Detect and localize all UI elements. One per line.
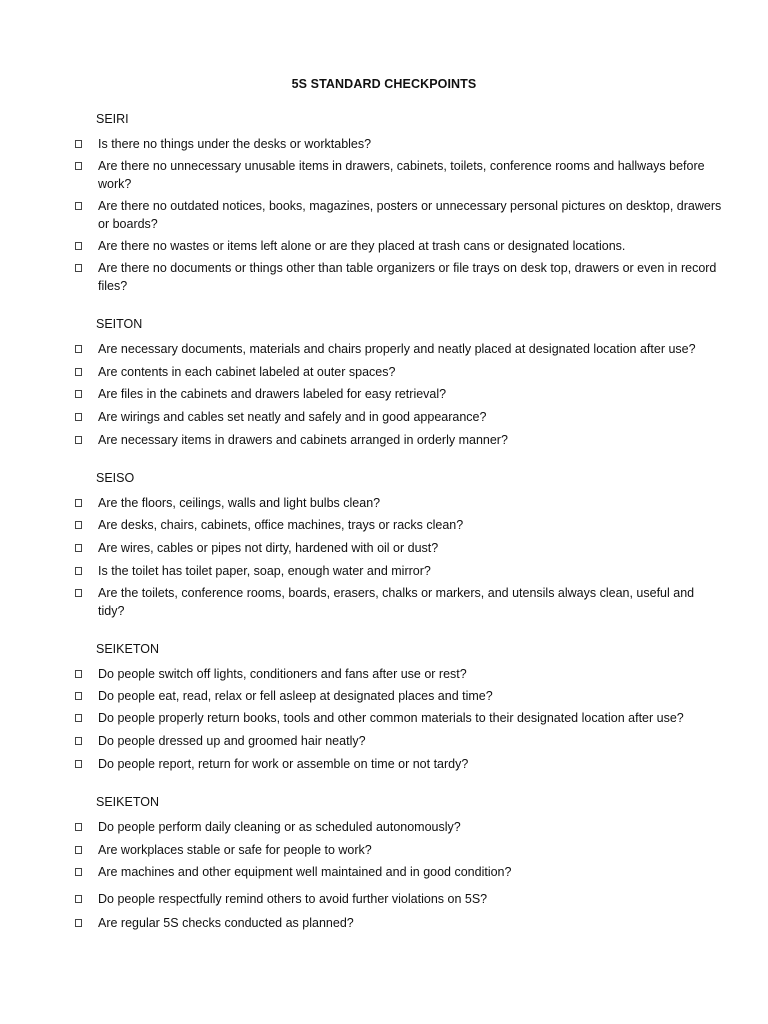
- checklist-item: [72, 364, 722, 382]
- checklist-item: [72, 915, 722, 933]
- checkbox[interactable]: [75, 846, 82, 854]
- checkbox[interactable]: [75, 264, 82, 272]
- checklist-item: [72, 495, 722, 513]
- checklist-item-text: Are files in the cabinets and drawers labeled for easy retrieval?: [98, 387, 447, 401]
- checklist-item: [72, 238, 722, 256]
- checkbox[interactable]: [75, 436, 82, 444]
- checkbox[interactable]: [75, 140, 82, 148]
- checklist-item-text: Are there no wastes or items left alone or are they placed at trash cans or designated locations.: [98, 239, 626, 253]
- checklist-item-text: Is the toilet has toilet paper, soap, enough water and mirror?: [98, 564, 431, 578]
- checklist-item: [72, 540, 722, 558]
- section-heading-seiton: SEITON: [96, 317, 143, 331]
- checklist-item-text: Are regular 5S checks conducted as planned?: [98, 916, 354, 930]
- checkbox[interactable]: [75, 242, 82, 250]
- checklist-item: [72, 585, 722, 620]
- checklist-item-text: Do people perform daily cleaning or as scheduled autonomously?: [98, 820, 461, 834]
- checklist-item-text: Are wires, cables or pipes not dirty, hardened with oil or dust?: [98, 541, 439, 555]
- checkbox[interactable]: [75, 670, 82, 678]
- checklist-item: [72, 341, 722, 359]
- checklist-item: [72, 666, 722, 684]
- checklist-item-text: Are the toilets, conference rooms, boards, erasers, chalks or markers, and utensils always clean, useful and tidy?: [98, 586, 695, 618]
- checklist-item-text: Do people eat, read, relax or fell asleep at designated places and time?: [98, 689, 493, 703]
- checklist-item: [72, 158, 722, 193]
- checklist-item-text: Are wirings and cables set neatly and safely and in good appearance?: [98, 410, 487, 424]
- checkbox[interactable]: [75, 544, 82, 552]
- checklist-item-text: Are necessary documents, materials and chairs properly and neatly placed at designated location after use?: [98, 342, 696, 356]
- checkbox[interactable]: [75, 499, 82, 507]
- checkbox[interactable]: [75, 521, 82, 529]
- checkbox[interactable]: [75, 895, 82, 903]
- checklist-item-text: Are the floors, ceilings, walls and light bulbs clean?: [98, 496, 381, 510]
- checkbox[interactable]: [75, 714, 82, 722]
- checklist-item: [72, 819, 722, 837]
- checklist-item: [72, 432, 722, 450]
- checklist-item: [72, 756, 722, 774]
- checklist-item-text: Do people switch off lights, conditioners and fans after use or rest?: [98, 667, 467, 681]
- section-heading-seiso: SEISO: [96, 471, 135, 485]
- checkbox[interactable]: [75, 760, 82, 768]
- checkbox[interactable]: [75, 589, 82, 597]
- checklist-item: [72, 260, 722, 295]
- checklist-item: [72, 409, 722, 427]
- section-heading-seiketon: SEIKETON: [96, 642, 159, 656]
- checklist-item-text: Are there no documents or things other than table organizers or file trays on desk top, drawers or even in record files?: [98, 261, 717, 293]
- section-heading-seiri: SEIRI: [96, 112, 129, 126]
- checklist-item-text: Are workplaces stable or safe for people to work?: [98, 843, 372, 857]
- checklist-item-text: Do people respectfully remind others to avoid further violations on 5S?: [98, 892, 488, 906]
- checklist-item: [72, 891, 722, 909]
- checkbox[interactable]: [75, 345, 82, 353]
- checklist-item-text: Is there no things under the desks or worktables?: [98, 137, 372, 151]
- checklist-item-text: Are necessary items in drawers and cabinets arranged in orderly manner?: [98, 433, 508, 447]
- checklist-item-text: Are contents in each cabinet labeled at outer spaces?: [98, 365, 396, 379]
- checklist-item: [72, 198, 722, 233]
- section-heading-seiketon-2: SEIKETON: [96, 795, 159, 809]
- checklist-item: [72, 864, 722, 882]
- checklist-item: [72, 842, 722, 860]
- checklist-item-text: Do people dressed up and groomed hair neatly?: [98, 734, 366, 748]
- checklist-item: [72, 710, 722, 728]
- checkbox[interactable]: [75, 368, 82, 376]
- checkbox[interactable]: [75, 202, 82, 210]
- checkbox[interactable]: [75, 567, 82, 575]
- checklist-item: [72, 136, 722, 154]
- checkbox[interactable]: [75, 919, 82, 927]
- checklist-item-text: Are machines and other equipment well maintained and in good condition?: [98, 865, 512, 879]
- checkbox[interactable]: [75, 162, 82, 170]
- checkbox[interactable]: [75, 692, 82, 700]
- checkbox[interactable]: [75, 737, 82, 745]
- checklist-item: [72, 733, 722, 751]
- checkbox[interactable]: [75, 823, 82, 831]
- checklist-item-text: Are there no outdated notices, books, magazines, posters or unnecessary personal pictures on desktop, drawers or boards?: [98, 199, 722, 231]
- checklist-item: [72, 688, 722, 706]
- checklist-item-text: Do people properly return books, tools and other common materials to their designated location after use?: [98, 711, 684, 725]
- checkbox[interactable]: [75, 868, 82, 876]
- checklist-item-text: Do people report, return for work or assemble on time or not tardy?: [98, 757, 469, 771]
- checklist-item-text: Are there no unnecessary unusable items in drawers, cabinets, toilets, conference rooms and hallways before work?: [98, 159, 705, 191]
- checklist-item: [72, 563, 722, 581]
- checkbox[interactable]: [75, 390, 82, 398]
- checklist-item: [72, 386, 722, 404]
- checklist-item-text: Are desks, chairs, cabinets, office machines, trays or racks clean?: [98, 518, 464, 532]
- checklist-item: [72, 517, 722, 535]
- document-title: 5S STANDARD CHECKPOINTS: [291, 77, 477, 91]
- checkbox[interactable]: [75, 413, 82, 421]
